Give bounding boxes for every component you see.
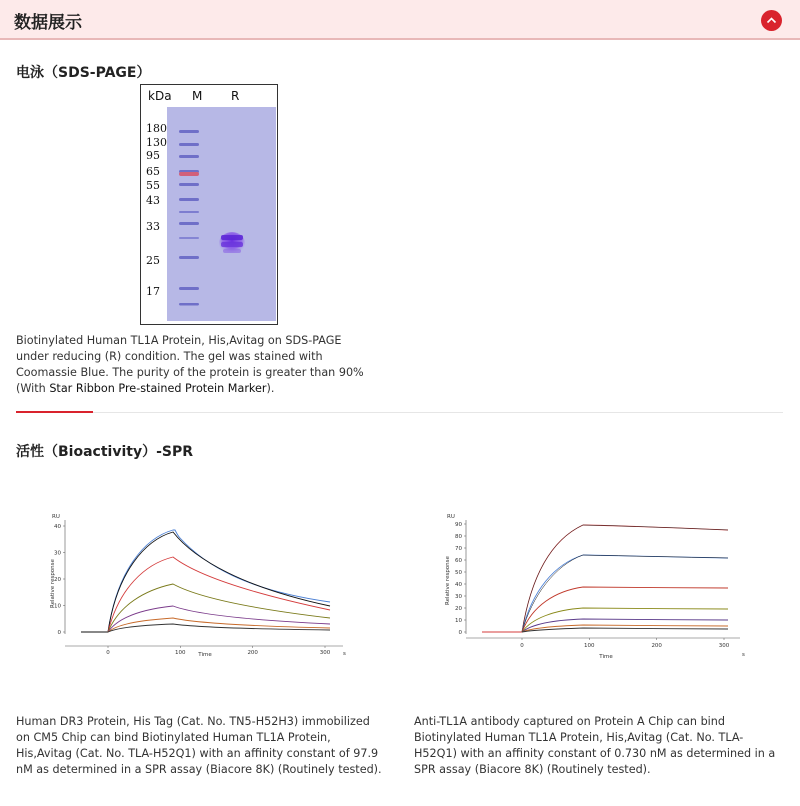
section-divider [16, 412, 783, 413]
spr-plot-2 [440, 510, 752, 660]
chevron-up-icon [766, 15, 777, 26]
x-axis-label: Time [599, 654, 613, 660]
y-tick: 40 [455, 582, 462, 588]
sensorgram-curves [482, 525, 728, 632]
x-tick: 200 [651, 643, 662, 649]
mw-label: 180 [146, 122, 167, 135]
mw-label: 55 [146, 179, 160, 192]
kda-label: kDa [148, 89, 172, 103]
y-tick: 90 [455, 522, 462, 528]
x-tick: 100 [175, 650, 186, 656]
caption-suffix: ). [266, 382, 275, 395]
bioactivity-title: 活性（Bioactivity）-SPR [16, 444, 194, 460]
y-tick: 20 [54, 577, 61, 583]
x-tick: 100 [584, 643, 595, 649]
y-axis-label: Relative response [445, 556, 451, 605]
y-tick: 20 [455, 606, 462, 612]
mw-label: 17 [146, 285, 160, 298]
y-tick: 70 [455, 546, 462, 552]
mw-label: 43 [146, 194, 160, 207]
sensorgram-curves [81, 530, 330, 632]
x-tick: 200 [247, 650, 258, 656]
y-unit: RU [52, 514, 60, 520]
gel-body [167, 107, 276, 321]
reduced-lane-label: R [231, 89, 240, 103]
spr-caption-1: Human DR3 Protein, His Tag (Cat. No. TN5-H52H3) immobilized on CM5 Chip can bind Biotinylated Human TL1A Protein, His,Avitag (Cat. No. TLA-H52Q1) with an affinity constant of 97.9 nM as determined in a SPR assay (Biacore 8K) (Routinely tested). [16, 715, 382, 776]
x-tick: 0 [520, 643, 524, 649]
y-tick: 60 [455, 558, 462, 564]
y-tick: 10 [455, 618, 462, 624]
y-tick: 10 [54, 603, 61, 610]
mw-label: 130 [146, 136, 167, 149]
sds-page-caption [16, 333, 368, 397]
divider-accent [16, 411, 93, 413]
section-title: 数据展示 [14, 13, 82, 33]
spr-plot-1 [45, 510, 357, 660]
spr-caption-2: Anti-TL1A antibody captured on Protein A Chip can bind Biotinylated Human TL1A Protein, His,Avitag (Cat. No. TLA-H52Q1) with an affinity constant of 0.730 nM as determined in a SPR assay (Biacore 8K) (Routinely tested). [414, 715, 776, 776]
mw-label: 25 [146, 254, 160, 267]
mw-label: 33 [146, 220, 160, 233]
collapse-button[interactable] [761, 10, 782, 31]
mw-label: 95 [146, 149, 160, 162]
y-tick: 40 [54, 524, 61, 530]
mw-label: 65 [146, 165, 160, 178]
y-unit: RU [447, 514, 455, 520]
y-tick: 30 [54, 550, 61, 557]
y-tick: 80 [455, 534, 462, 540]
y-tick: 30 [455, 594, 462, 600]
x-unit: s [343, 651, 346, 657]
caption-text: Biotinylated Human TL1A Protein, His,Avitag on SDS-PAGE under reducing (R) condition. The gel was stained with Coomassie Blue. The purity of the protein is greater than 90% (With [16, 334, 364, 395]
y-tick: 0 [458, 630, 462, 636]
sds-page-title: 电泳（SDS-PAGE） [16, 65, 151, 81]
y-axis-label: Relative response [50, 559, 56, 608]
gel-image [140, 84, 278, 325]
section-header [0, 0, 800, 40]
marker-product-link[interactable]: Star Ribbon Pre-stained Protein Marker [49, 382, 267, 395]
y-tick: 50 [455, 570, 462, 576]
marker-lane-label: M [192, 89, 203, 103]
x-unit: s [742, 652, 745, 658]
x-tick: 300 [718, 643, 730, 649]
x-tick: 300 [319, 650, 331, 656]
x-axis-label: Time [198, 652, 212, 658]
x-tick: 0 [106, 650, 110, 656]
y-tick: 0 [57, 630, 61, 636]
